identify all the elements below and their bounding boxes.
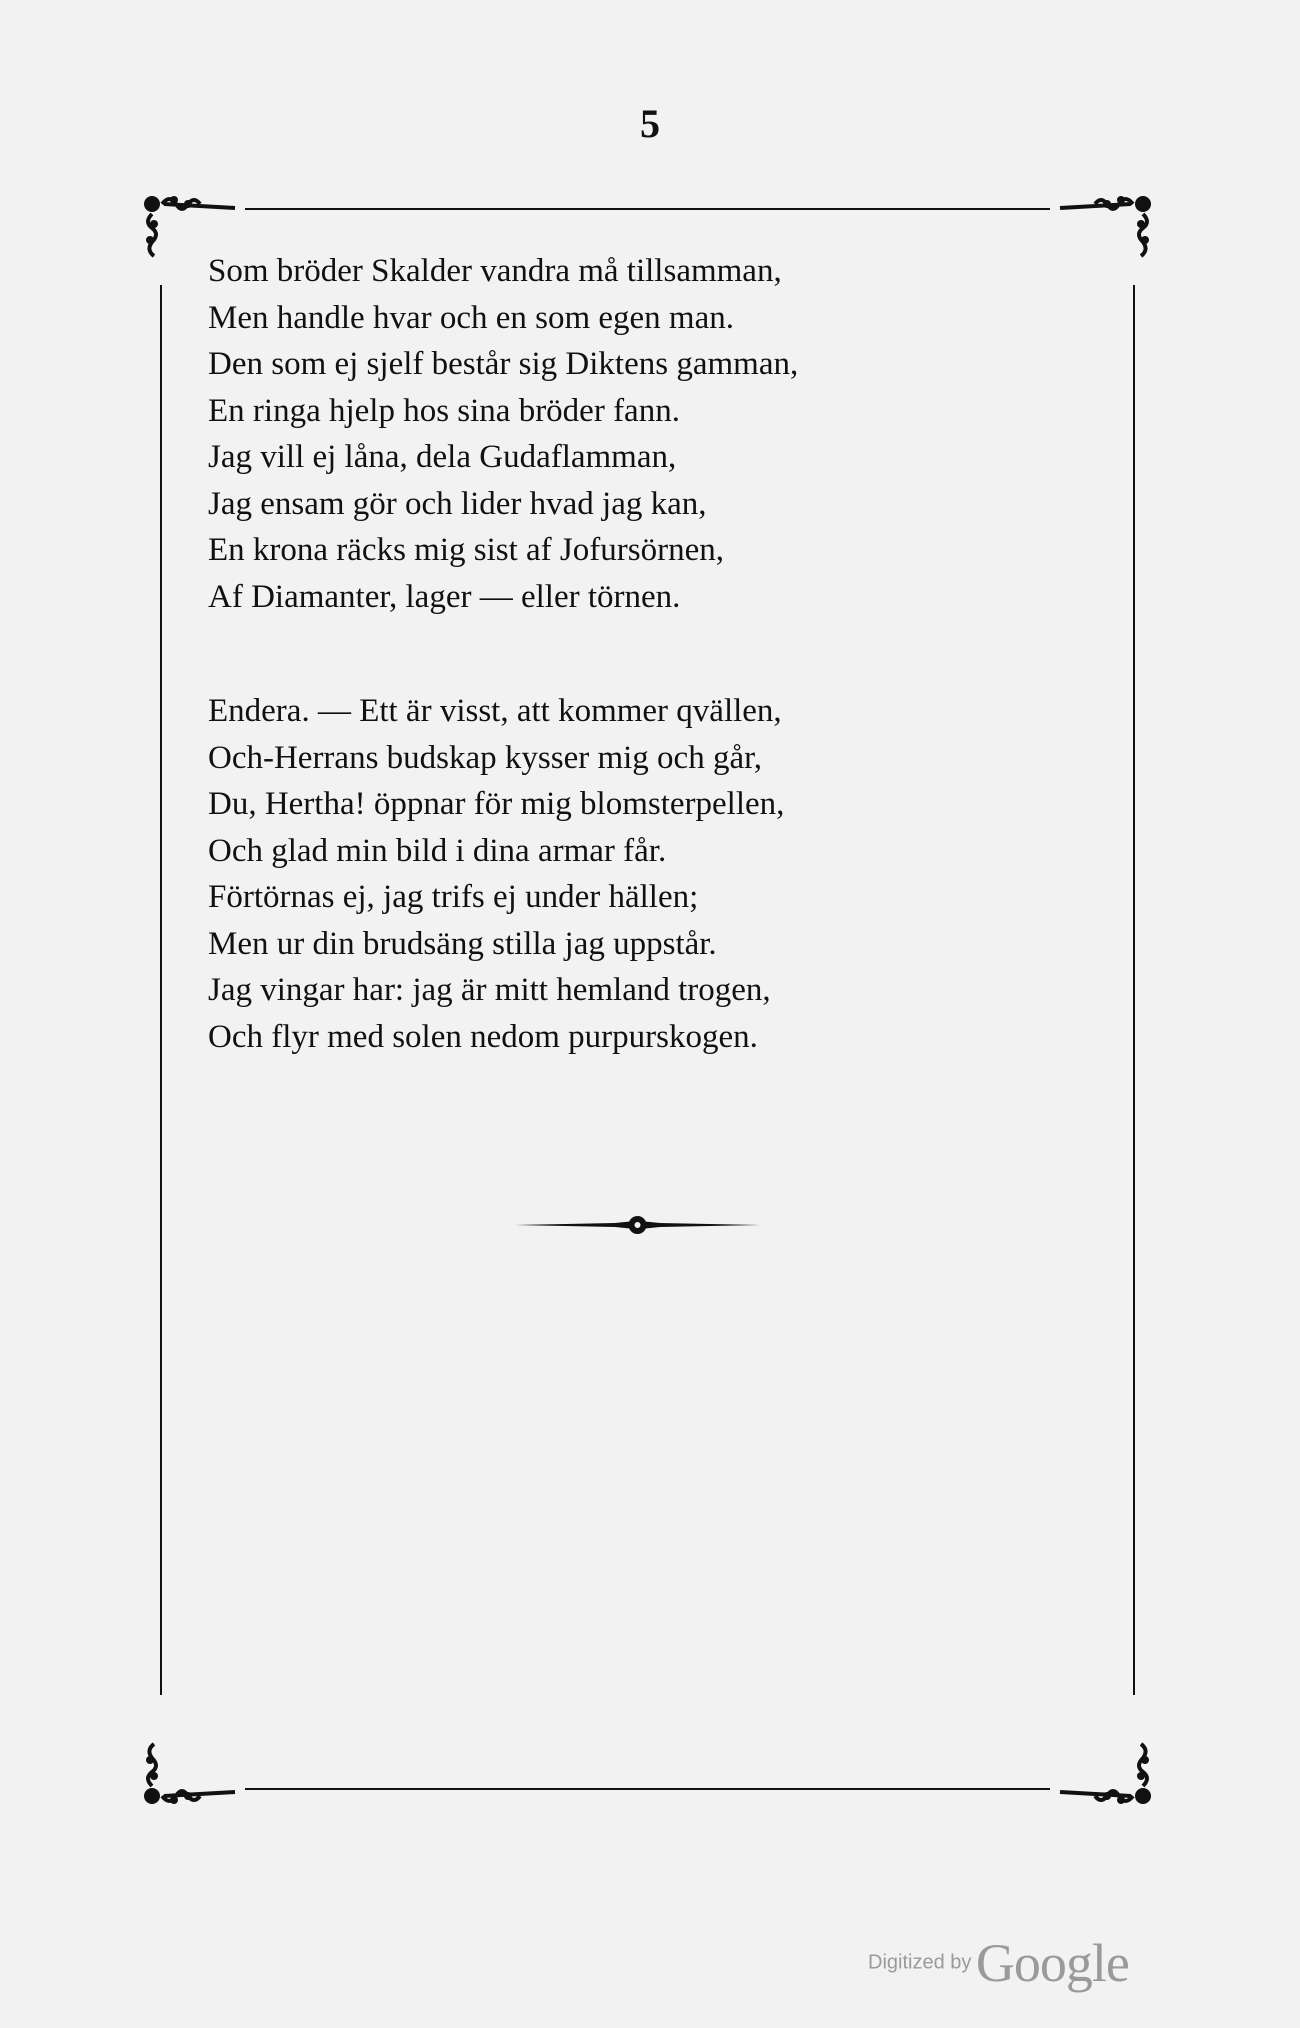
poem-stanza-1	[208, 248, 798, 620]
poem-line: Jag ensam gör och lider hvad jag kan,	[208, 485, 707, 522]
floral-corner-ornament-icon	[140, 1710, 240, 1810]
poem-line: Men ur din brudsäng stilla jag uppstår.	[208, 925, 717, 962]
poem-line: Förtörnas ej, jag trifs ej under hällen;	[208, 879, 699, 915]
poem-line: Jag vill ej låna, dela Gudaflamman,	[208, 439, 677, 475]
page-number: 5	[640, 101, 660, 146]
poem-line: Som bröder Skalder vandra må tillsamman,	[208, 253, 782, 289]
poem-line: En ringa hjelp hos sina bröder fann.	[208, 392, 680, 429]
poem-stanza-2	[208, 688, 784, 1060]
end-ornament-icon	[515, 1212, 760, 1238]
poem-line: Men handle hvar och en som egen man.	[208, 299, 735, 336]
border-left-rule	[160, 285, 162, 1695]
watermark-prefix: Digitized by	[868, 1951, 972, 1974]
floral-corner-ornament-icon	[1055, 1710, 1155, 1810]
poem-line: Du, Hertha! öppnar för mig blomsterpellen,	[208, 786, 785, 822]
floral-corner-ornament-icon	[1055, 190, 1155, 290]
border-top-rule	[245, 208, 1050, 210]
border-bottom-rule	[245, 1788, 1050, 1790]
digitized-by-google-watermark	[868, 1932, 1129, 1994]
poem-line: En krona räcks mig sist af Jofursörnen,	[208, 532, 724, 568]
poem-line: Af Diamanter, lager — eller törnen.	[208, 578, 681, 615]
border-right-rule	[1133, 285, 1135, 1695]
google-logo: Google	[975, 1933, 1129, 1993]
poem-line: Och-Herrans budskap kysser mig och går,	[208, 739, 763, 776]
poem-line: Jag vingar har: jag är mitt hemland trogen,	[208, 972, 771, 1008]
poem-line: Och glad min bild i dina armar får.	[208, 832, 667, 869]
poem-line: Den som ej sjelf består sig Diktens gamman,	[208, 346, 799, 382]
poem-line: Endera. — Ett är visst, att kommer qvällen,	[208, 693, 782, 729]
poem-line: Och flyr med solen nedom purpurskogen.	[208, 1018, 758, 1055]
